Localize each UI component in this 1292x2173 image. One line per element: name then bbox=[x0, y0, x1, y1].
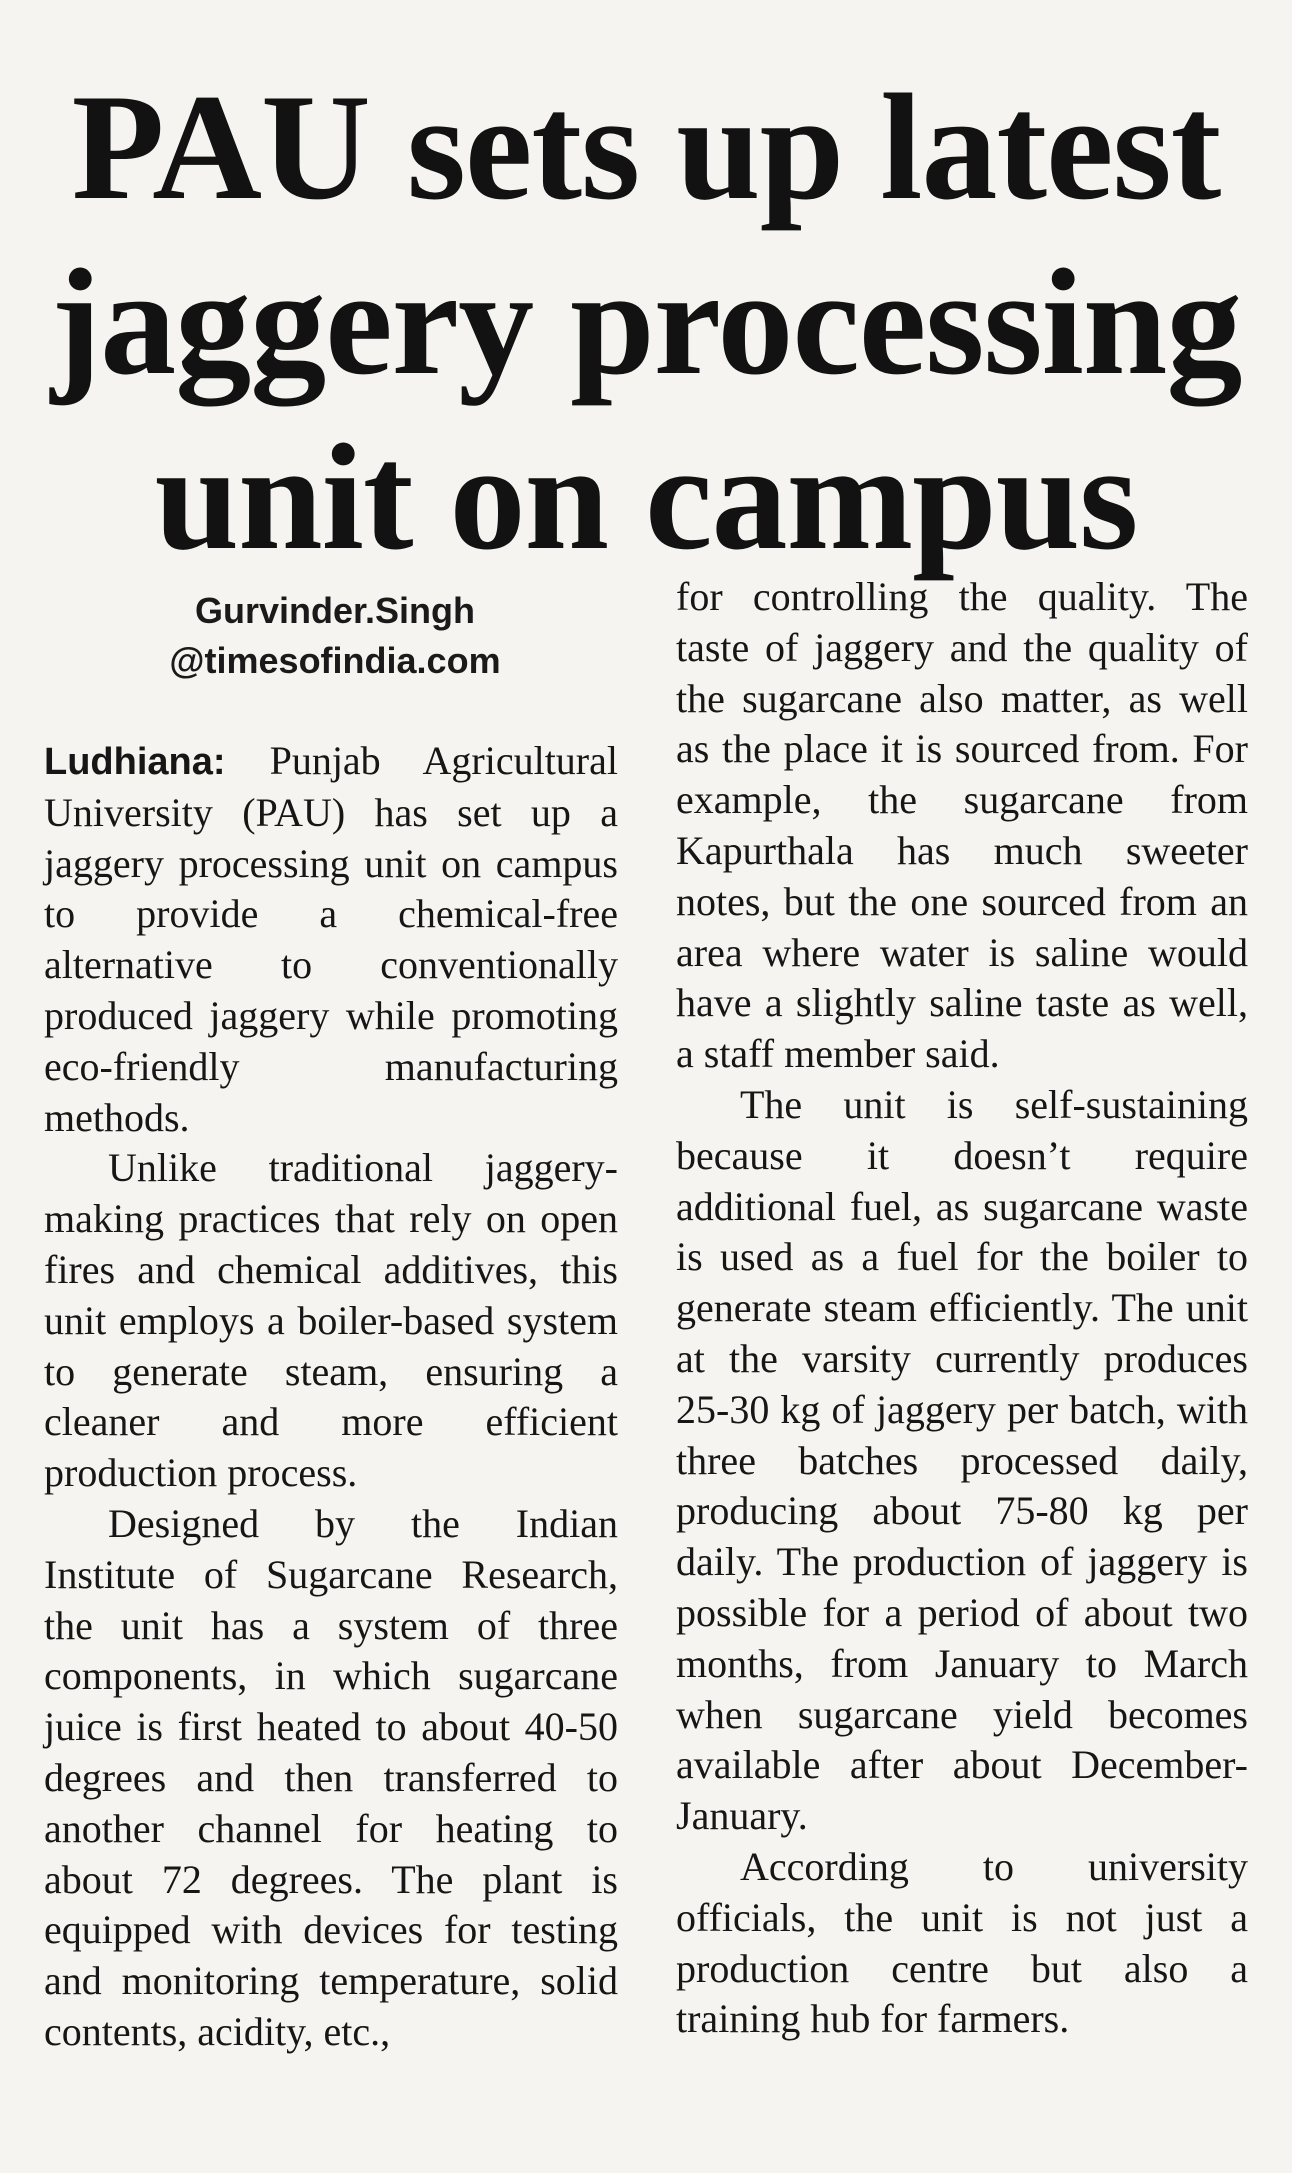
left-column bbox=[44, 736, 618, 2058]
paragraph-3: Designed by the Indian Institute of Sugarcane Research, the unit has a system of three components, in which sugarcane juice is first heated to about 40-50 degrees and then transferred to another channel for heating to about 72 degrees. The plant is equipped with devices for testing and monitoring temperature, solid contents, acidity, etc., bbox=[44, 1500, 618, 2054]
paragraph-4: The unit is self-sustaining because it doesn’t require additional fuel, as sugarcane waste is used as a fuel for the boiler to generate steam efficiently. The unit at the varsity currently produces 25-30 kg of jaggery per batch, with three batches processed daily, producing about 75-80 kg per daily. The production of jaggery is possible for a period of about two months, from January to March when sugarcane yield becomes available after about December-January. bbox=[676, 1081, 1248, 1839]
byline bbox=[40, 588, 630, 684]
paragraph-5: According to university officials, the unit is not just a production centre but also a training hub for farmers. bbox=[676, 1843, 1248, 2042]
paragraph-3-continued: for controlling the quality. The taste of jaggery and the quality of the sugarcane also matter, as well as the place it is sourced from. For example, the sugarcane from Kapurthala has much sweeter notes, but the one sourced from an area where water is saline would have a slightly saline taste as well, a staff member said. bbox=[676, 574, 1248, 1077]
byline-author: Gurvinder.Singh bbox=[194, 590, 476, 631]
byline-email: @timesofindia.com bbox=[169, 640, 501, 681]
headline bbox=[0, 60, 1292, 585]
headline-line-1: PAU sets up latest bbox=[71, 63, 1221, 231]
dateline: Ludhiana: bbox=[44, 741, 226, 783]
column-divider bbox=[646, 590, 647, 2150]
headline-line-2: jaggery processing bbox=[50, 238, 1242, 406]
right-column bbox=[676, 572, 1248, 2045]
paragraph-1 bbox=[44, 736, 618, 1143]
headline-line-3: unit on campus bbox=[154, 413, 1138, 581]
paragraph-1-text: Punjab Agricultural University (PAU) has set up a jaggery processing unit on campus to provide a chemical-free alternative to conventionally produced jaggery while promoting eco-friendly manufacturing methods. bbox=[44, 738, 618, 1140]
paragraph-2: Unlike traditional jaggery-making practices that rely on open fires and chemical additives, this unit employs a boiler-based system to generate steam, ensuring a cleaner and more efficient production process. bbox=[44, 1145, 618, 1496]
